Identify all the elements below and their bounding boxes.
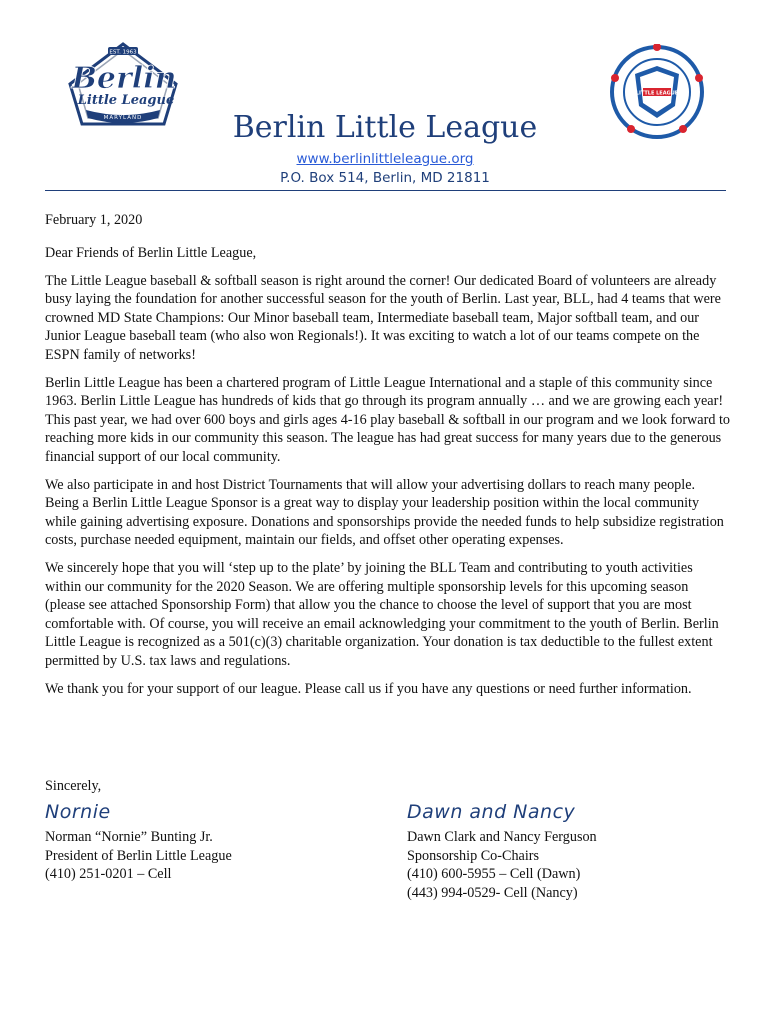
letter-date: February 1, 2020	[45, 212, 143, 228]
signature-block-left	[45, 800, 232, 884]
website-link[interactable]: www.berlinlittleleague.org	[296, 151, 474, 167]
closing: Sincerely,	[45, 778, 102, 794]
letter-body	[45, 211, 730, 708]
paragraph-5: We thank you for your support of our league. Please call us if you have any questions or need further information.	[45, 680, 692, 697]
logo-est-text: EST. 1963	[109, 49, 137, 56]
logo-word-little-league: Little League	[77, 93, 175, 108]
page-title: Berlin Little League	[232, 110, 538, 145]
signer-phone-left: (410) 251-0201 – Cell	[45, 866, 172, 882]
signer-title-right: Sponsorship Co-Chairs	[407, 847, 540, 864]
mailing-address: P.O. Box 514, Berlin, MD 21811	[280, 170, 490, 186]
signature-nornie: Nornie	[45, 801, 111, 823]
logo-ribbon-text: MARYLAND	[103, 115, 143, 121]
signature-block-right	[407, 800, 597, 902]
signature-dawn-nancy: Dawn and Nancy	[407, 801, 576, 823]
signer-name-right: Dawn Clark and Nancy Ferguson	[407, 829, 597, 845]
logo-word-berlin: Berlin	[71, 61, 177, 96]
paragraph-1: The Little League baseball & softball season is right around the corner! Our dedicated Board of volunteers are already busy laying the foundation for another successful season for the youth of Berlin. Last year, BLL, had 4 teams that were crowned MD State Champions: Our Minor baseball team, Intermediate baseball team, Major softball team, and our Junior League baseball team (who also won Regionals!). It was exciting to watch a lot of our teams compete on the ESPN family of networks!	[45, 272, 721, 363]
signer-title-left: President of Berlin Little League	[45, 847, 232, 864]
signer-name-left: Norman “Nornie” Bunting Jr.	[45, 829, 213, 845]
paragraph-3: We also participate in and host District Tournaments that will allow your advertising dollars to reach many people. Being a Berlin Little League Sponsor is a great way to display your leadership position within the local community while gaining advertising exposure. Donations and sponsorships provide the needed funds to help subsidize registration costs, purchase needed equipment, maintain our fields, and offset other operating expenses.	[45, 476, 724, 548]
header-divider	[45, 190, 726, 191]
salutation: Dear Friends of Berlin Little League,	[45, 244, 257, 261]
signer-phone-nancy: (443) 994-0529- Cell (Nancy)	[407, 884, 578, 901]
paragraph-4: We sincerely hope that you will ‘step up to the plate’ by joining the BLL Team and contributing to youth activities within our community for the 2020 Season. We are offering multiple sponsorship levels for this upcoming season (please see attached Sponsorship Form) that allow you the chance to choose the level of support that you are most comfortable with. Of course, you will receive an email acknowledging your commitment to the youth of Berlin. Berlin Little League is recognized as a 501(c)(3) charitable organization. Your donation is tax deductible to the fullest extent permitted by U.S. tax laws and regulations.	[45, 560, 719, 669]
paragraph-2: Berlin Little League has been a chartered program of Little League International and a staple of this community since 1963. Berlin Little League has hundreds of kids that go through its program annually … and we are growing each year! This past year, we had over 600 boys and girls ages 4-16 play baseball & softball in our program and we look forward to reaching more kids in our community this season. The league has had great success for many years due to the generous financial support of our local community.	[45, 374, 730, 465]
signer-phone-dawn: (410) 600-5955 – Cell (Dawn)	[407, 866, 581, 882]
seal-center-text: LITTLE LEAGUE	[635, 90, 679, 97]
